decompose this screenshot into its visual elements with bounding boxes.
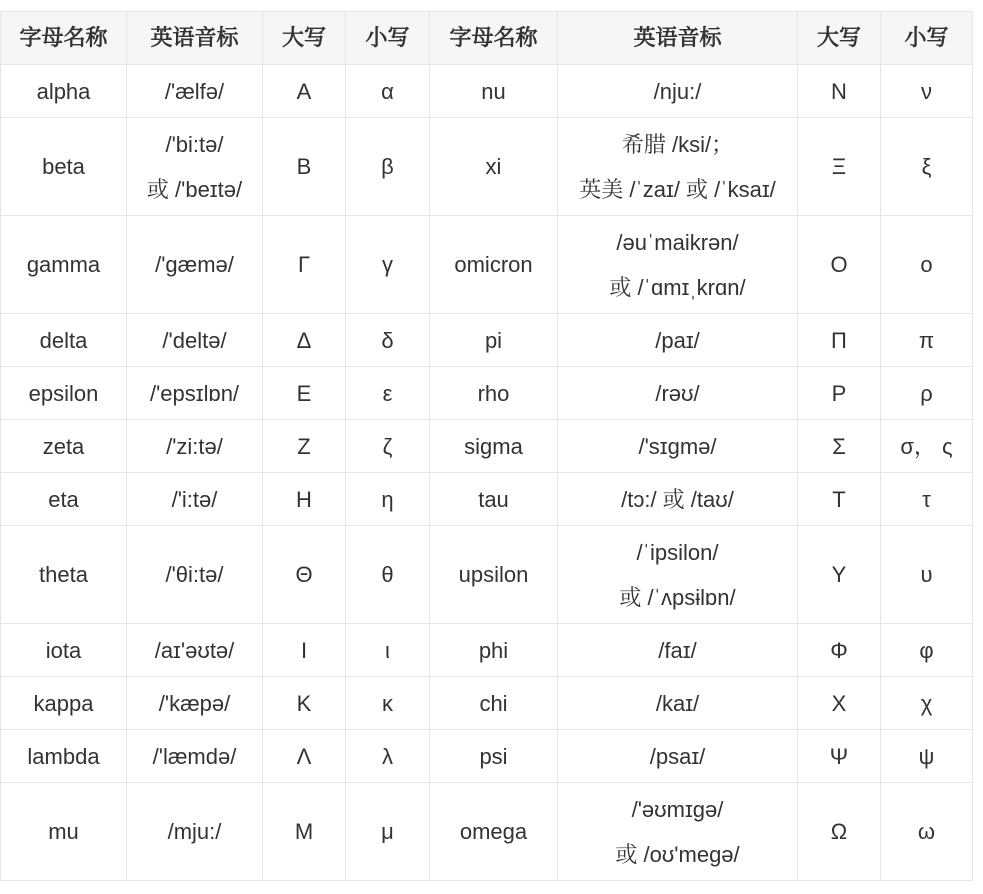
- lowercase-cell: ψ: [881, 730, 973, 783]
- letter-name-cell: beta: [1, 118, 127, 216]
- uppercase-cell: Φ: [798, 624, 881, 677]
- uppercase-cell: Ρ: [798, 367, 881, 420]
- lowercase-cell: δ: [346, 314, 430, 367]
- phonetic-cell: [127, 65, 263, 118]
- phonetic-line: /aɪ'əʊtə/: [154, 637, 235, 663]
- phonetic-cell: [558, 367, 798, 420]
- letter-name-cell: delta: [1, 314, 127, 367]
- phonetic-line: 或 /oʊ'megə/: [615, 841, 740, 867]
- letter-name-cell: omicron: [430, 216, 558, 314]
- phonetic-cell: [127, 624, 263, 677]
- lowercase-cell: χ: [881, 677, 973, 730]
- header-phonetic-2: 英语音标: [558, 12, 798, 65]
- letter-name-cell: omega: [430, 783, 558, 881]
- uppercase-cell: Ε: [263, 367, 346, 420]
- lowercase-cell: ι: [346, 624, 430, 677]
- phonetic-line: /'əʊmɪgə/: [631, 796, 724, 822]
- phonetic-cell: [558, 65, 798, 118]
- lowercase-cell: λ: [346, 730, 430, 783]
- phonetic-line: 英美 /ˈzaɪ/ 或 /ˈksaɪ/: [579, 176, 776, 202]
- table-row: [1, 473, 973, 526]
- table-row: [1, 677, 973, 730]
- phonetic-cell: [127, 314, 263, 367]
- phonetic-line: /'læmdə/: [152, 743, 237, 769]
- lowercase-cell: θ: [346, 526, 430, 624]
- letter-name-cell: gamma: [1, 216, 127, 314]
- phonetic-cell: [127, 216, 263, 314]
- uppercase-cell: Σ: [798, 420, 881, 473]
- lowercase-cell: φ: [881, 624, 973, 677]
- uppercase-cell: Λ: [263, 730, 346, 783]
- letter-name-cell: psi: [430, 730, 558, 783]
- uppercase-cell: Η: [263, 473, 346, 526]
- header-uppercase-1: 大写: [263, 12, 346, 65]
- phonetic-cell: [558, 677, 798, 730]
- phonetic-line: 或 /ˈʌpsɨlɒn/: [619, 584, 736, 610]
- letter-name-cell: nu: [430, 65, 558, 118]
- letter-name-cell: phi: [430, 624, 558, 677]
- lowercase-cell: κ: [346, 677, 430, 730]
- phonetic-line: /'sɪgmə/: [638, 433, 717, 459]
- phonetic-line: /'i:tə/: [171, 486, 218, 512]
- phonetic-line: /'deltə/: [162, 327, 227, 353]
- greek-alphabet-table-wrapper: [0, 11, 973, 881]
- phonetic-cell: [558, 216, 798, 314]
- phonetic-cell: [558, 420, 798, 473]
- lowercase-cell: β: [346, 118, 430, 216]
- phonetic-line: /mju:/: [167, 819, 222, 844]
- uppercase-cell: Κ: [263, 677, 346, 730]
- table-row: [1, 420, 973, 473]
- phonetic-cell: [558, 624, 798, 677]
- uppercase-cell: Μ: [263, 783, 346, 881]
- phonetic-cell: [127, 526, 263, 624]
- phonetic-line: 或 /'beɪtə/: [146, 176, 243, 202]
- header-letter-name-2: 字母名称: [430, 12, 558, 65]
- table-row: [1, 526, 973, 624]
- uppercase-cell: Ξ: [798, 118, 881, 216]
- header-uppercase-2: 大写: [798, 12, 881, 65]
- phonetic-line: /'kæpə/: [158, 690, 231, 716]
- uppercase-cell: Ι: [263, 624, 346, 677]
- table-row: [1, 314, 973, 367]
- phonetic-line: /faɪ/: [658, 637, 697, 663]
- phonetic-line: 希腊 /ksi/；: [621, 131, 734, 157]
- lowercase-cell: σ， ς: [881, 420, 973, 473]
- lowercase-cell: ρ: [881, 367, 973, 420]
- table-row: [1, 118, 973, 216]
- phonetic-line: /tɔ:/ 或 /taʊ/: [621, 486, 734, 512]
- uppercase-cell: Θ: [263, 526, 346, 624]
- letter-name-cell: sigma: [430, 420, 558, 473]
- table-body: [1, 65, 973, 881]
- header-row: [1, 12, 973, 65]
- header-phonetic-1: 英语音标: [127, 12, 263, 65]
- lowercase-cell: ν: [881, 65, 973, 118]
- letter-name-cell: rho: [430, 367, 558, 420]
- letter-name-cell: chi: [430, 677, 558, 730]
- header-letter-name-1: 字母名称: [1, 12, 127, 65]
- letter-name-cell: theta: [1, 526, 127, 624]
- phonetic-cell: [127, 677, 263, 730]
- letter-name-cell: kappa: [1, 677, 127, 730]
- lowercase-cell: ξ: [881, 118, 973, 216]
- phonetic-line: /'zi:tə/: [166, 433, 223, 459]
- table-row: [1, 624, 973, 677]
- phonetic-line: /ˈipsilon/: [636, 539, 719, 565]
- phonetic-line: /'gæmə/: [155, 252, 234, 277]
- phonetic-cell: [127, 783, 263, 881]
- lowercase-cell: π: [881, 314, 973, 367]
- phonetic-line: /'θi:tə/: [165, 562, 224, 587]
- uppercase-cell: Γ: [263, 216, 346, 314]
- phonetic-line: /kaɪ/: [655, 690, 700, 716]
- letter-name-cell: epsilon: [1, 367, 127, 420]
- phonetic-cell: [558, 314, 798, 367]
- uppercase-cell: Ψ: [798, 730, 881, 783]
- lowercase-cell: τ: [881, 473, 973, 526]
- phonetic-cell: [558, 783, 798, 881]
- lowercase-cell: ω: [881, 783, 973, 881]
- header-lowercase-1: 小写: [346, 12, 430, 65]
- phonetic-line: /nju:/: [653, 78, 702, 104]
- letter-name-cell: pi: [430, 314, 558, 367]
- phonetic-line: /'ælfə/: [164, 78, 225, 104]
- lowercase-cell: η: [346, 473, 430, 526]
- letter-name-cell: mu: [1, 783, 127, 881]
- uppercase-cell: Β: [263, 118, 346, 216]
- table-row: [1, 367, 973, 420]
- phonetic-line: /'epsɪlɒn/: [149, 380, 240, 406]
- header-lowercase-2: 小写: [881, 12, 973, 65]
- phonetic-cell: [127, 730, 263, 783]
- uppercase-cell: Α: [263, 65, 346, 118]
- letter-name-cell: eta: [1, 473, 127, 526]
- uppercase-cell: Χ: [798, 677, 881, 730]
- letter-name-cell: tau: [430, 473, 558, 526]
- uppercase-cell: Υ: [798, 526, 881, 624]
- table-row: [1, 65, 973, 118]
- letter-name-cell: alpha: [1, 65, 127, 118]
- uppercase-cell: Ν: [798, 65, 881, 118]
- table-row: [1, 783, 973, 881]
- letter-name-cell: lambda: [1, 730, 127, 783]
- uppercase-cell: Π: [798, 314, 881, 367]
- uppercase-cell: Ο: [798, 216, 881, 314]
- uppercase-cell: Τ: [798, 473, 881, 526]
- uppercase-cell: Ω: [798, 783, 881, 881]
- phonetic-cell: [127, 118, 263, 216]
- letter-name-cell: upsilon: [430, 526, 558, 624]
- letter-name-cell: xi: [430, 118, 558, 216]
- phonetic-cell: [558, 473, 798, 526]
- uppercase-cell: Δ: [263, 314, 346, 367]
- phonetic-line: 或 /ˈɑmɪˌkrɑn/: [609, 274, 746, 300]
- lowercase-cell: ε: [346, 367, 430, 420]
- phonetic-cell: [558, 118, 798, 216]
- table-row: [1, 730, 973, 783]
- phonetic-cell: [127, 473, 263, 526]
- phonetic-line: /psaɪ/: [649, 743, 706, 769]
- lowercase-cell: γ: [346, 216, 430, 314]
- letter-name-cell: zeta: [1, 420, 127, 473]
- uppercase-cell: Ζ: [263, 420, 346, 473]
- phonetic-cell: [558, 730, 798, 783]
- greek-alphabet-table: [0, 11, 973, 881]
- lowercase-cell: υ: [881, 526, 973, 624]
- phonetic-line: /əuˈmaikrən/: [616, 229, 739, 255]
- lowercase-cell: μ: [346, 783, 430, 881]
- phonetic-line: /'bi:tə/: [165, 131, 224, 157]
- phonetic-cell: [558, 526, 798, 624]
- letter-name-cell: iota: [1, 624, 127, 677]
- phonetic-cell: [127, 367, 263, 420]
- phonetic-cell: [127, 420, 263, 473]
- phonetic-line: /rəʊ/: [655, 380, 700, 406]
- lowercase-cell: ο: [881, 216, 973, 314]
- table-row: [1, 216, 973, 314]
- phonetic-line: /paɪ/: [655, 327, 700, 353]
- lowercase-cell: ζ: [346, 420, 430, 473]
- lowercase-cell: α: [346, 65, 430, 118]
